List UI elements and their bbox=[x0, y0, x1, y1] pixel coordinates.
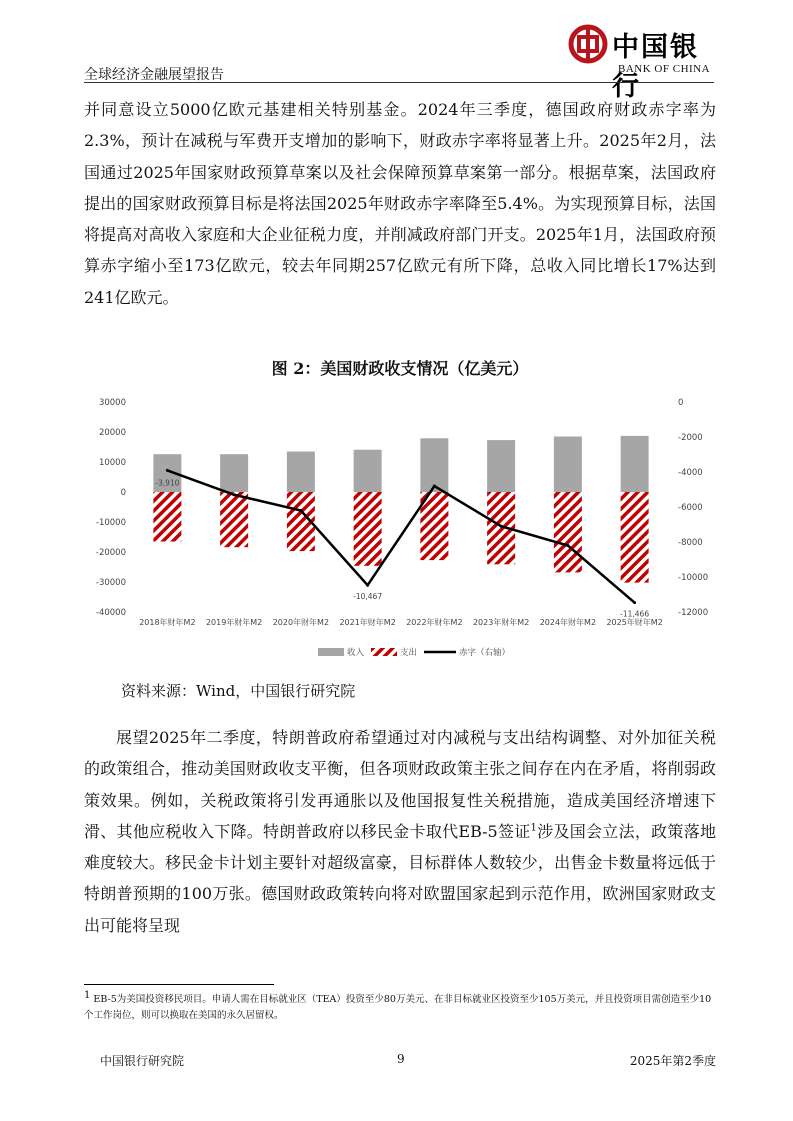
category-label: 2022年财年M2 bbox=[406, 618, 463, 627]
deficit-data-label: -10,467 bbox=[353, 592, 383, 602]
paragraph-1-text: 并同意设立5000亿欧元基建相关特别基金。2024年三季度，德国政府财政赤字率为2.3%，预计在减税与军费开支增加的影响下，财政赤字率将显著上升。2025年2月，法国通过2025年国家财政预算草案以及社会保障预算草案第一部分。根据草案，法国政府提出的国家财政预算目标是将法国2025年财政赤字率降至5.4%。为实现预算目标，法国将提高对高收入家庭和大企业征税力度，并削减政府部门开支。2025年1月，法国政府预算赤字缩小至173亿欧元，较去年同期257亿欧元有所下降，总收入同比增长17%达到241亿欧元。 bbox=[84, 100, 716, 307]
deficit-point bbox=[433, 485, 436, 488]
right-axis-tick: -4000 bbox=[678, 468, 703, 478]
paragraph-2-text bbox=[84, 722, 716, 941]
deficit-point bbox=[633, 601, 636, 604]
right-axis-tick: -6000 bbox=[678, 503, 703, 513]
footer-org: 中国银行研究院 bbox=[100, 1054, 185, 1068]
category-label: 2023年财年M2 bbox=[472, 618, 530, 627]
footnote-marker: 1 bbox=[84, 989, 91, 1001]
header-title: 全球经济金融展望报告 bbox=[84, 67, 224, 83]
expense-bar bbox=[220, 492, 248, 547]
income-bar bbox=[287, 452, 315, 493]
right-axis-tick: -2000 bbox=[678, 433, 703, 443]
income-bar bbox=[420, 438, 448, 492]
income-bar bbox=[621, 436, 649, 492]
left-axis-tick: -20000 bbox=[95, 548, 126, 558]
deficit-point bbox=[366, 584, 369, 587]
legend-label: 赤字（右轴） bbox=[459, 648, 511, 658]
deficit-point bbox=[299, 509, 302, 512]
right-axis-tick: -8000 bbox=[678, 538, 703, 548]
category-label: 2024年财年M2 bbox=[539, 618, 597, 627]
footnote bbox=[84, 989, 716, 1024]
right-axis-tick: -10000 bbox=[678, 573, 709, 583]
paragraph-2-part-a: 展望2025年二季度，特朗普政府希望通过对内减税与支出结构调整、对外加征关税的政策组合，推动美国财政收支平衡，但各项财政政策主张之间存在内在矛盾，将削弱政策效果。例如，关税政策将引发再通胀以及他国报复性关税措施，造成美国经济增速下滑、其他应税收入下降。特朗普政府以移民金卡取代EB-5签证 bbox=[84, 728, 716, 841]
left-axis-tick: 20000 bbox=[98, 428, 126, 438]
left-axis-tick: -40000 bbox=[95, 608, 126, 618]
deficit-point bbox=[233, 493, 236, 496]
logo-english-name: BANK OF CHINA bbox=[618, 63, 711, 75]
paragraph-2 bbox=[84, 722, 716, 941]
page-number: 9 bbox=[397, 1052, 405, 1066]
legend-income-swatch bbox=[318, 648, 344, 656]
page-header bbox=[84, 22, 714, 102]
footnote-divider bbox=[84, 984, 274, 985]
income-bar bbox=[354, 450, 382, 492]
expense-bar bbox=[554, 492, 582, 572]
logo-chinese-name: 中国银行 bbox=[612, 32, 699, 102]
left-axis-tick: 10000 bbox=[98, 458, 126, 468]
income-bar bbox=[220, 454, 248, 492]
figure-source: 资料来源：Wind，中国银行研究院 bbox=[121, 682, 356, 700]
paragraph-2-part-b: 涉及国会立法，政策落地难度较大。移民金卡计划主要针对超级富豪，目标群体人数较少，出售金卡数量将远低于特朗普预期的100万张。德国财政政策转向将对欧盟国家起到示范作用，欧洲国家财政支出可能将呈现 bbox=[84, 821, 716, 935]
footnote-ref[interactable]: 1 bbox=[530, 822, 537, 834]
expense-bar bbox=[153, 492, 181, 542]
bank-logo bbox=[564, 22, 714, 102]
legend-label: 支出 bbox=[400, 648, 418, 658]
income-bar bbox=[554, 437, 582, 493]
left-axis-tick: 0 bbox=[120, 488, 126, 498]
right-axis-tick: 0 bbox=[678, 398, 684, 408]
deficit-data-label: -11,466 bbox=[620, 609, 650, 619]
footnote-text: EB-5为美国投资移民项目。申请人需在目标就业区（TEA）投资至少80万美元、在非目标就业区投资至少105万美元，并且投资项目需创造至少10个工作岗位，则可以换取在美国的永久居留权。 bbox=[84, 994, 712, 1021]
category-label: 2020年财年M2 bbox=[272, 618, 330, 627]
header-divider bbox=[84, 82, 714, 83]
expense-bar bbox=[621, 492, 649, 583]
legend-label: 收入 bbox=[347, 648, 365, 658]
figure-title: 图 2：美国财政收支情况（亿美元） bbox=[271, 359, 529, 378]
left-axis-tick: 30000 bbox=[98, 398, 126, 408]
category-label: 2019年财年M2 bbox=[205, 618, 263, 627]
right-axis-tick: -12000 bbox=[678, 608, 709, 618]
paragraph-1 bbox=[84, 94, 716, 313]
expense-bar bbox=[354, 492, 382, 566]
left-axis-tick: -10000 bbox=[95, 518, 126, 528]
income-bar bbox=[487, 440, 515, 492]
category-label: 2021年财年M2 bbox=[339, 618, 396, 627]
category-label: 2025年财年M2 bbox=[606, 618, 663, 627]
footer-period: 2025年第2季度 bbox=[629, 1054, 716, 1068]
deficit-point bbox=[166, 469, 169, 472]
boc-emblem-icon bbox=[568, 24, 608, 64]
deficit-data-label: -3,910 bbox=[155, 478, 180, 488]
category-label: 2018年财年M2 bbox=[139, 618, 196, 627]
deficit-point bbox=[566, 544, 569, 547]
left-axis-tick: -30000 bbox=[95, 578, 126, 588]
legend-expense-swatch bbox=[371, 648, 397, 656]
fiscal-chart bbox=[84, 390, 716, 665]
deficit-point bbox=[500, 525, 503, 528]
